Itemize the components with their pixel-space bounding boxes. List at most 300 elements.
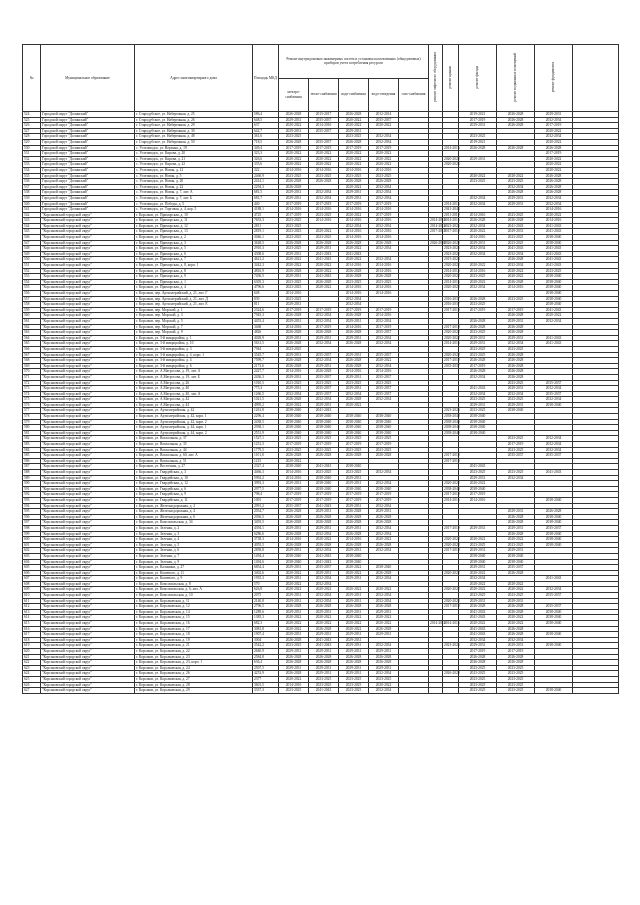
row-period-cell: 2020-2022 <box>444 352 460 357</box>
row-area: 2036,5 <box>253 514 279 520</box>
row-period-cell: 2020-2022 <box>339 212 369 218</box>
row-address: г. Корсаков, ул. Корсаковская, д. 16 <box>135 621 253 627</box>
row-number: 532 <box>23 156 41 162</box>
row-period-cell: 2029-2031 <box>279 117 309 123</box>
row-period-cell: 2017-2019 <box>369 492 399 498</box>
table-body <box>23 112 619 694</box>
row-period-cell: 2020-2022 <box>279 402 309 408</box>
row-period-cell: 2029-2031 <box>279 593 309 599</box>
row-period-cell: 2023-2025 <box>309 212 339 218</box>
row-area: 3493,5 <box>253 520 279 526</box>
row-period-cell: 2020-2022 <box>309 162 339 168</box>
row-period-cell: 2014-2016 <box>444 621 460 626</box>
row-period-cell: 2029-2031 <box>309 335 339 341</box>
row-period-cell: 2020-2022 <box>459 570 497 576</box>
row-number: 565 <box>23 341 41 347</box>
row-period-cell: 2023-2025 <box>459 408 497 414</box>
row-period-cell: 2017-2019 <box>309 497 339 503</box>
row-area: 2075 <box>253 593 279 599</box>
header-roof: ремонт крыши <box>443 45 459 112</box>
row-municipality: "Корсаковский городской округ" <box>41 318 135 324</box>
row-period-cell: 2038-2040 <box>459 425 497 431</box>
row-period-cell: 2029-2031 <box>339 475 369 481</box>
row-period-cell: 2026-2028 <box>339 139 369 145</box>
row-period-cell: 2017-2019 <box>339 492 369 498</box>
header-municipality: Муниципальное образование <box>41 45 135 112</box>
row-period-cell: 2026-2028 <box>369 660 399 666</box>
row-period-cell: 2014-2016 <box>279 537 309 543</box>
row-address: г. Корсаков, ул. Гвардейская, д. 3 <box>135 470 253 476</box>
row-area: 3542,2 <box>253 643 279 649</box>
row-address: с. Углезаводск, ул. Верхняя, д. 19 <box>135 145 253 151</box>
row-number: 574 <box>23 391 41 397</box>
row-period-cell: 2026-2028 <box>339 313 369 319</box>
row-period-cell: 2032-2034 <box>369 195 399 201</box>
row-period-cell: 2023-2025 <box>339 470 369 476</box>
row-address: г. Корсаков, ул. А.Матросова, д. 19, лит. А <box>135 369 253 375</box>
row-period-cell: 2020-2022 <box>444 274 460 279</box>
row-number: 530 <box>23 145 41 151</box>
row-area: 839 <box>253 296 279 302</box>
row-period-cell: 2014-2016 <box>309 123 339 129</box>
row-period-cell: 2026-2028 <box>339 453 369 459</box>
row-period-cell: 2017-2019 <box>339 307 369 313</box>
row-period-cell: 2020-2022 <box>309 229 339 235</box>
row-municipality: "Корсаковский городской округ" <box>41 391 135 397</box>
row-period-cell: 2014-2016 <box>369 291 399 297</box>
row-area: 6286,6 <box>253 531 279 537</box>
row-period-cell: 2017-2019 <box>279 492 309 498</box>
row-period-cell: 2029-2031 <box>369 609 399 615</box>
row-period-cell: 2017-2019 <box>497 649 535 655</box>
row-period-cell: 2032-2034 <box>339 391 369 397</box>
row-period-cell: 2020-2022 <box>339 402 369 408</box>
row-period-cell: 2041-2043 <box>535 307 573 313</box>
row-address: г. Корсаков, ул. 3-й микрорайон, д. 3 <box>135 346 253 352</box>
row-municipality: "Корсаковский городской округ" <box>41 296 135 302</box>
row-period-cell: 2041-2043 <box>459 632 497 638</box>
row-municipality: "Корсаковский городской округ" <box>41 341 135 347</box>
row-area: 2173,6 <box>253 363 279 369</box>
row-period-cell: 2020-2022 <box>369 615 399 621</box>
row-municipality: "Корсаковский городской округ" <box>41 425 135 431</box>
row-number: 539 <box>23 195 41 201</box>
row-period-cell: 2026-2028 <box>497 369 535 375</box>
header-address: Адрес многоквартирного дома <box>135 45 253 112</box>
row-period-cell: 2020-2022 <box>279 156 309 162</box>
row-period-cell: 2023-2025 <box>535 268 573 274</box>
row-period-cell: 2019-2021 <box>459 139 497 145</box>
row-area: 1261,8 <box>253 408 279 414</box>
row-period-cell: 2026-2028 <box>279 179 309 185</box>
row-period-cell: 2017-2019 <box>444 604 460 609</box>
row-period-cell: 2020-2022 <box>339 621 369 627</box>
row-period-cell: 2038-2040 <box>369 565 399 571</box>
row-period-cell: 2032-2034 <box>369 643 399 649</box>
row-period-cell: 2038-2040 <box>535 291 573 297</box>
row-period-cell: 2026-2028 <box>279 341 309 347</box>
row-period-cell: 2026-2028 <box>459 660 497 666</box>
row-period-cell: 2026-2028 <box>497 531 535 537</box>
row-period-cell: 2041-2043 <box>535 470 573 476</box>
row-municipality: "Корсаковский городской округ" <box>41 291 135 297</box>
row-municipality: Городской округ "Долинский" <box>41 128 135 134</box>
row-period-cell: 2029-2031 <box>497 548 535 554</box>
row-address: г. Корсаков, ул. Корсаковская, д. 11 <box>135 598 253 604</box>
row-period-cell: 2029-2031 <box>497 525 535 531</box>
row-period-cell: 2020-2022 <box>444 542 460 547</box>
row-period-cell: 2017-2019 <box>279 307 309 313</box>
row-area: 7599,7 <box>253 358 279 364</box>
row-period-cell: 2032-2034 <box>309 190 339 196</box>
row-number: 613 <box>23 609 41 615</box>
row-number: 581 <box>23 430 41 436</box>
row-period-cell: 2017-2019 <box>369 324 399 330</box>
row-address: г. Корсаков, ул. Корсаковская, д. 23 <box>135 654 253 660</box>
row-period-cell: 2026-2028 <box>309 520 339 526</box>
row-period-cell: 2023-2025 <box>497 380 535 386</box>
row-period-cell: 2017-2019 <box>309 324 339 330</box>
row-period-cell: 2038-2040 <box>444 486 460 491</box>
row-period-cell: 2026-2028 <box>497 374 535 380</box>
row-period-cell: 2020-2022 <box>444 537 460 542</box>
row-address: г. Корсаков, ул. Приморская, д. 13 <box>135 229 253 235</box>
row-period-cell: 2032-2034 <box>369 548 399 554</box>
row-period-cell: 2029-2031 <box>497 201 535 207</box>
row-period-cell: 2029-2031 <box>339 632 369 638</box>
row-period-cell: 2020-2022 <box>459 279 497 285</box>
row-period-cell: 2038-2040 <box>459 419 497 425</box>
row-period-cell: 2023-2025 <box>279 134 309 140</box>
row-period-cell: 2023-2025 <box>339 447 369 453</box>
row-period-cell: 2014-2016 <box>369 229 399 235</box>
row-period-cell: 2038-2040 <box>459 414 497 420</box>
row-period-cell: 2020-2022 <box>339 184 369 190</box>
row-address: г. Корсаков, ул. Вокзальная, д. 35 <box>135 442 253 448</box>
row-area: 7944 <box>253 346 279 352</box>
header-engineering-group: Ремонт внутридомовых инженерных систем и установка коллективных (общедомовых) приборов учета потребления ресурсов <box>279 45 429 79</box>
row-period-cell: 2023-2025 <box>279 223 309 229</box>
row-number: 569 <box>23 363 41 369</box>
row-period-cell: 2014-2016 <box>444 341 460 346</box>
row-address: г. Корсаков, ул. А.Матросова, д. 40, лит. А <box>135 391 253 397</box>
row-period-cell: 2032-2034 <box>369 257 399 263</box>
row-number: 549 <box>23 251 41 257</box>
row-address: г. Корсаков, ул. А.Матросова, д. 40 <box>135 386 253 392</box>
row-period-cell: 2038-2040 <box>535 531 573 537</box>
row-period-cell: 2038-2040 <box>535 240 573 246</box>
row-address: г. Корсаков, ул. Гвардейская, д. 12 <box>135 481 253 487</box>
table-row <box>23 688 619 694</box>
row-period-cell: 2038-2040 <box>279 559 309 565</box>
row-period-cell: 2020-2022 <box>444 598 460 603</box>
row-number: 597 <box>23 520 41 526</box>
row-period-cell: 2014-2016 <box>279 682 309 688</box>
row-period-cell: 2032-2034 <box>369 688 399 694</box>
row-period-cell: 2029-2031 <box>279 609 309 615</box>
row-period-cell: 2029-2031 <box>309 632 339 638</box>
row-period-cell: 2020-2022 <box>535 167 573 173</box>
row-period-cell: 2026-2028 <box>279 509 309 515</box>
row-period-cell: 2029-2031 <box>339 335 369 341</box>
row-area: 642,7 <box>253 128 279 134</box>
row-period-cell: 2014-2016 <box>535 218 573 224</box>
row-period-cell: 2038-2040 <box>309 414 339 420</box>
row-area: 2910,3 <box>253 246 279 252</box>
row-period-cell: 2023-2025 <box>459 682 497 688</box>
row-period-cell: 2020-2022 <box>459 229 497 235</box>
row-period-cell: 2023-2025 <box>459 352 497 358</box>
row-period-cell: 2035-2037 <box>309 352 339 358</box>
row-period-cell: 2014-2016 <box>369 218 399 224</box>
row-area: 2414,1 <box>253 179 279 185</box>
row-period-cell: 2026-2028 <box>497 654 535 660</box>
row-period-cell: 2029-2031 <box>339 128 369 134</box>
row-period-cell: 2038-2040 <box>279 553 309 559</box>
row-address: с. Углезаводск, ул. Новая, д. 7, лит. Б <box>135 195 253 201</box>
row-area: 2438,5 <box>253 419 279 425</box>
row-address: г. Стародубское, ул. Набережная, д. 26 <box>135 117 253 123</box>
row-period-cell: 2023-2025 <box>459 676 497 682</box>
row-period-cell: 2014-2016 <box>309 167 339 173</box>
row-period-cell: 2029-2031 <box>459 402 497 408</box>
row-municipality: "Корсаковский городской округ" <box>41 436 135 442</box>
row-period-cell: 2026-2028 <box>497 604 535 610</box>
row-period-cell: 2023-2025 <box>279 285 309 291</box>
row-period-cell: 2029-2031 <box>459 156 497 162</box>
row-period-cell: 2038-2040 <box>535 643 573 649</box>
row-period-cell: 2038-2040 <box>279 414 309 420</box>
row-address: г. Корсаков, ул. Зеленая, д. 5 <box>135 542 253 548</box>
row-period-cell: 2026-2028 <box>535 190 573 196</box>
row-period-cell: 2026-2028 <box>279 654 309 660</box>
row-period-cell: 2014-2016 <box>430 621 446 626</box>
row-address: г. Корсаков, ул. Корсаковская, д. 14 <box>135 609 253 615</box>
row-period-cell: 2026-2028 <box>339 660 369 666</box>
row-period-cell: 2014-2016 <box>339 291 369 297</box>
row-period-cell: 2038-2040 <box>444 419 460 424</box>
row-number: 545 <box>23 229 41 235</box>
row-municipality: "Корсаковский городской округ" <box>41 570 135 576</box>
row-period-cell: 2026-2028 <box>369 626 399 632</box>
row-area: 4394,1 <box>253 525 279 531</box>
row-period-cell: 2017-2019 <box>459 363 497 369</box>
row-area: 4725 <box>253 212 279 218</box>
row-address: г. Корсаков, ул. Артиллерийская, д. 42, корп. 2 <box>135 419 253 425</box>
row-period-cell: 2038-2040 <box>535 402 573 408</box>
row-period-cell: 2026-2028 <box>535 184 573 190</box>
header-elevator: ремонт лифтового оборудования <box>429 45 443 112</box>
row-address: г. Корсаков, пер. Морской, д. 7 <box>135 324 253 330</box>
row-period-cell: 2032-2034 <box>369 341 399 347</box>
row-period-cell: 2032-2034 <box>369 598 399 604</box>
row-period-cell: 2026-2028 <box>497 358 535 364</box>
row-period-cell: 2029-2031 <box>497 335 535 341</box>
row-period-cell: 2029-2031 <box>339 671 369 677</box>
row-period-cell: 2032-2034 <box>459 251 497 257</box>
row-area: 4466,3 <box>253 470 279 476</box>
row-period-cell: 2029-2031 <box>279 195 309 201</box>
row-area: 2427,7 <box>253 369 279 375</box>
row-period-cell: 2029-2031 <box>497 598 535 604</box>
row-period-cell: 2026-2028 <box>309 654 339 660</box>
row-address: с. Углезаводск, ул. Новая, д. 12 <box>135 167 253 173</box>
row-period-cell: 2016-2037 <box>444 296 460 301</box>
row-municipality: Городской округ "Долинский" <box>41 179 135 185</box>
row-period-cell: 2029-2031 <box>339 548 369 554</box>
row-municipality: "Корсаковский городской округ" <box>41 621 135 627</box>
row-period-cell: 2029-2031 <box>369 509 399 515</box>
row-number: 571 <box>23 374 41 380</box>
row-address: г. Корсаков, ул. Корсаковская, д. 15 <box>135 615 253 621</box>
row-period-cell: 2023-2025 <box>459 302 497 308</box>
row-period-cell: 2026-2028 <box>369 179 399 185</box>
row-period-cell: 2014-2016 <box>279 475 309 481</box>
row-period-cell: 2038-2040 <box>459 559 497 565</box>
row-municipality: "Корсаковский городской округ" <box>41 268 135 274</box>
row-period-cell: 2041-2043 <box>535 251 573 257</box>
row-period-cell: 2014-2016 <box>369 263 399 269</box>
row-period-cell: 2029-2031 <box>459 598 497 604</box>
row-period-cell: 2017-2019 <box>279 497 309 503</box>
row-period-cell: 2026-2028 <box>279 330 309 336</box>
row-area: 811 <box>253 302 279 308</box>
row-address: г. Корсаков, ул. Комсомольская, д. 34 <box>135 520 253 526</box>
row-number: 533 <box>23 162 41 168</box>
row-municipality: "Корсаковский городской округ" <box>41 386 135 392</box>
row-period-cell: 2029-2031 <box>459 525 497 531</box>
row-period-cell: 2029-2031 <box>279 565 309 571</box>
row-municipality: "Корсаковский городской округ" <box>41 637 135 643</box>
row-period-cell: 2038-2040 <box>339 430 369 436</box>
row-period-cell: 2041-2043 <box>459 609 497 615</box>
row-period-cell: 2023-2025 <box>497 447 535 453</box>
row-period-cell: 2023-2025 <box>497 346 535 352</box>
row-period-cell: 2041-2043 <box>535 341 573 347</box>
row-period-cell: 2032-2034 <box>535 587 573 593</box>
row-period-cell: 2026-2028 <box>497 330 535 336</box>
row-address: г. Корсаков, ул. Корсаковская, д. 29 <box>135 688 253 694</box>
row-period-cell: 2038-2040 <box>535 296 573 302</box>
row-municipality: "Корсаковский городской округ" <box>41 257 135 263</box>
row-number: 568 <box>23 358 41 364</box>
row-address: г. Корсаков, пер. Морской, д. 3 <box>135 313 253 319</box>
row-number: 615 <box>23 621 41 627</box>
row-period-cell: 2026-2028 <box>459 369 497 375</box>
row-period-cell: 2020-2022 <box>279 257 309 263</box>
row-period-cell: 2041-2043 <box>497 223 535 229</box>
row-period-cell: 2038-2040 <box>309 425 339 431</box>
row-period-cell: 2023-2025 <box>497 436 535 442</box>
row-area: 2377 <box>253 676 279 682</box>
row-period-cell: 2029-2031 <box>279 548 309 554</box>
row-area: 1021,5 <box>253 397 279 403</box>
row-number: 622 <box>23 660 41 666</box>
row-area: 4621,2 <box>253 257 279 263</box>
row-municipality: Городской округ "Долинский" <box>41 173 135 179</box>
row-period-cell: 2038-2040 <box>309 481 339 487</box>
row-period-cell: 2029-2031 <box>339 593 369 599</box>
row-period-cell: 2026-2028 <box>459 324 497 330</box>
row-period-cell: 2029-2031 <box>339 318 369 324</box>
row-address: г. Корсаков, ул. Гвардейская, д. 11 <box>135 497 253 503</box>
row-number: 619 <box>23 643 41 649</box>
row-address: г. Корсаков, ул. Корсаковская, д. 21 <box>135 643 253 649</box>
row-period-cell: 2026-2028 <box>459 145 497 151</box>
row-number: 604 <box>23 559 41 565</box>
row-area: 775,3 <box>253 386 279 392</box>
row-period-cell: 2020-2022 <box>535 162 573 168</box>
row-period-cell: 2017-2019 <box>535 123 573 129</box>
row-period-cell: 2020-2022 <box>309 156 339 162</box>
row-period-cell: 2038-2040 <box>309 419 339 425</box>
row-period-cell: 2020-2022 <box>339 565 369 571</box>
row-period-cell: 2026-2028 <box>459 218 497 224</box>
row-period-cell: 2020-2022 <box>339 615 369 621</box>
row-period-cell: 2038-2040 <box>279 408 309 414</box>
row-period-cell: 2026-2028 <box>279 139 309 145</box>
row-period-cell: 2029-2031 <box>459 548 497 554</box>
row-address: г. Корсаков, ул. Комсомольская, д. 6, лит. А <box>135 587 253 593</box>
header-gas: газо-снабжения <box>399 78 429 112</box>
row-municipality: "Корсаковский городской округ" <box>41 352 135 358</box>
row-period-cell: 2026-2028 <box>535 145 573 151</box>
row-period-cell: 2038-2040 <box>339 559 369 565</box>
row-address: г. Корсаков, ул. Зеленая, д. 7 <box>135 553 253 559</box>
row-period-cell: 2014-2016 <box>339 263 369 269</box>
row-municipality: "Корсаковский городской округ" <box>41 587 135 593</box>
row-municipality: "Корсаковский городской округ" <box>41 548 135 554</box>
row-number: 621 <box>23 654 41 660</box>
row-area: 4308,6 <box>253 251 279 257</box>
row-period-cell: 2026-2028 <box>339 179 369 185</box>
row-period-cell: 2014-2016 <box>459 235 497 241</box>
row-municipality: "Корсаковский городской округ" <box>41 358 135 364</box>
row-number: 544 <box>23 223 41 229</box>
row-period-cell: 2020-2023 <box>444 162 460 167</box>
row-period-cell: 2026-2028 <box>497 279 535 285</box>
header-water-supply: водо-снабжения <box>339 78 369 112</box>
row-area: 681,7 <box>253 195 279 201</box>
row-number: 546 <box>23 235 41 241</box>
row-period-cell: 2032-2034 <box>459 374 497 380</box>
row-municipality: "Корсаковский городской округ" <box>41 402 135 408</box>
row-address: г. Корсаков, пер. Артиллерийский, д. 21, лит. Д <box>135 296 253 302</box>
row-area: 637 <box>253 123 279 129</box>
row-period-cell: 2020-2022 <box>369 358 399 364</box>
row-area: 2507,5 <box>253 665 279 671</box>
row-period-cell: 2032-2034 <box>535 318 573 324</box>
row-address: г. Корсаков, ул. Приморская, д. 10 <box>135 212 253 218</box>
row-area: 4796,6 <box>253 285 279 291</box>
row-area: 1779,5 <box>253 447 279 453</box>
row-area: 3442,3 <box>253 263 279 269</box>
row-period-cell: 2020-2022 <box>535 156 573 162</box>
row-period-cell: 2029-2031 <box>459 643 497 649</box>
row-area: 1010,5 <box>253 380 279 386</box>
row-number: 585 <box>23 453 41 459</box>
row-address: г. Корсаков, ул. Восточная, д. 27 <box>135 464 253 470</box>
row-period-cell: 2023-2025 <box>279 173 309 179</box>
row-period-cell: 2023-2025 <box>497 682 535 688</box>
row-period-cell: 2026-2028 <box>279 268 309 274</box>
row-period-cell: 2041-2043 <box>339 251 369 257</box>
row-period-cell: 2017-2019 <box>369 212 399 218</box>
row-address: г. Корсаков, ул. Корсаковская, д. 27 <box>135 676 253 682</box>
row-number: 578 <box>23 414 41 420</box>
row-period-cell: 2023-2025 <box>369 676 399 682</box>
row-period-cell: 2017-2019 <box>279 145 309 151</box>
